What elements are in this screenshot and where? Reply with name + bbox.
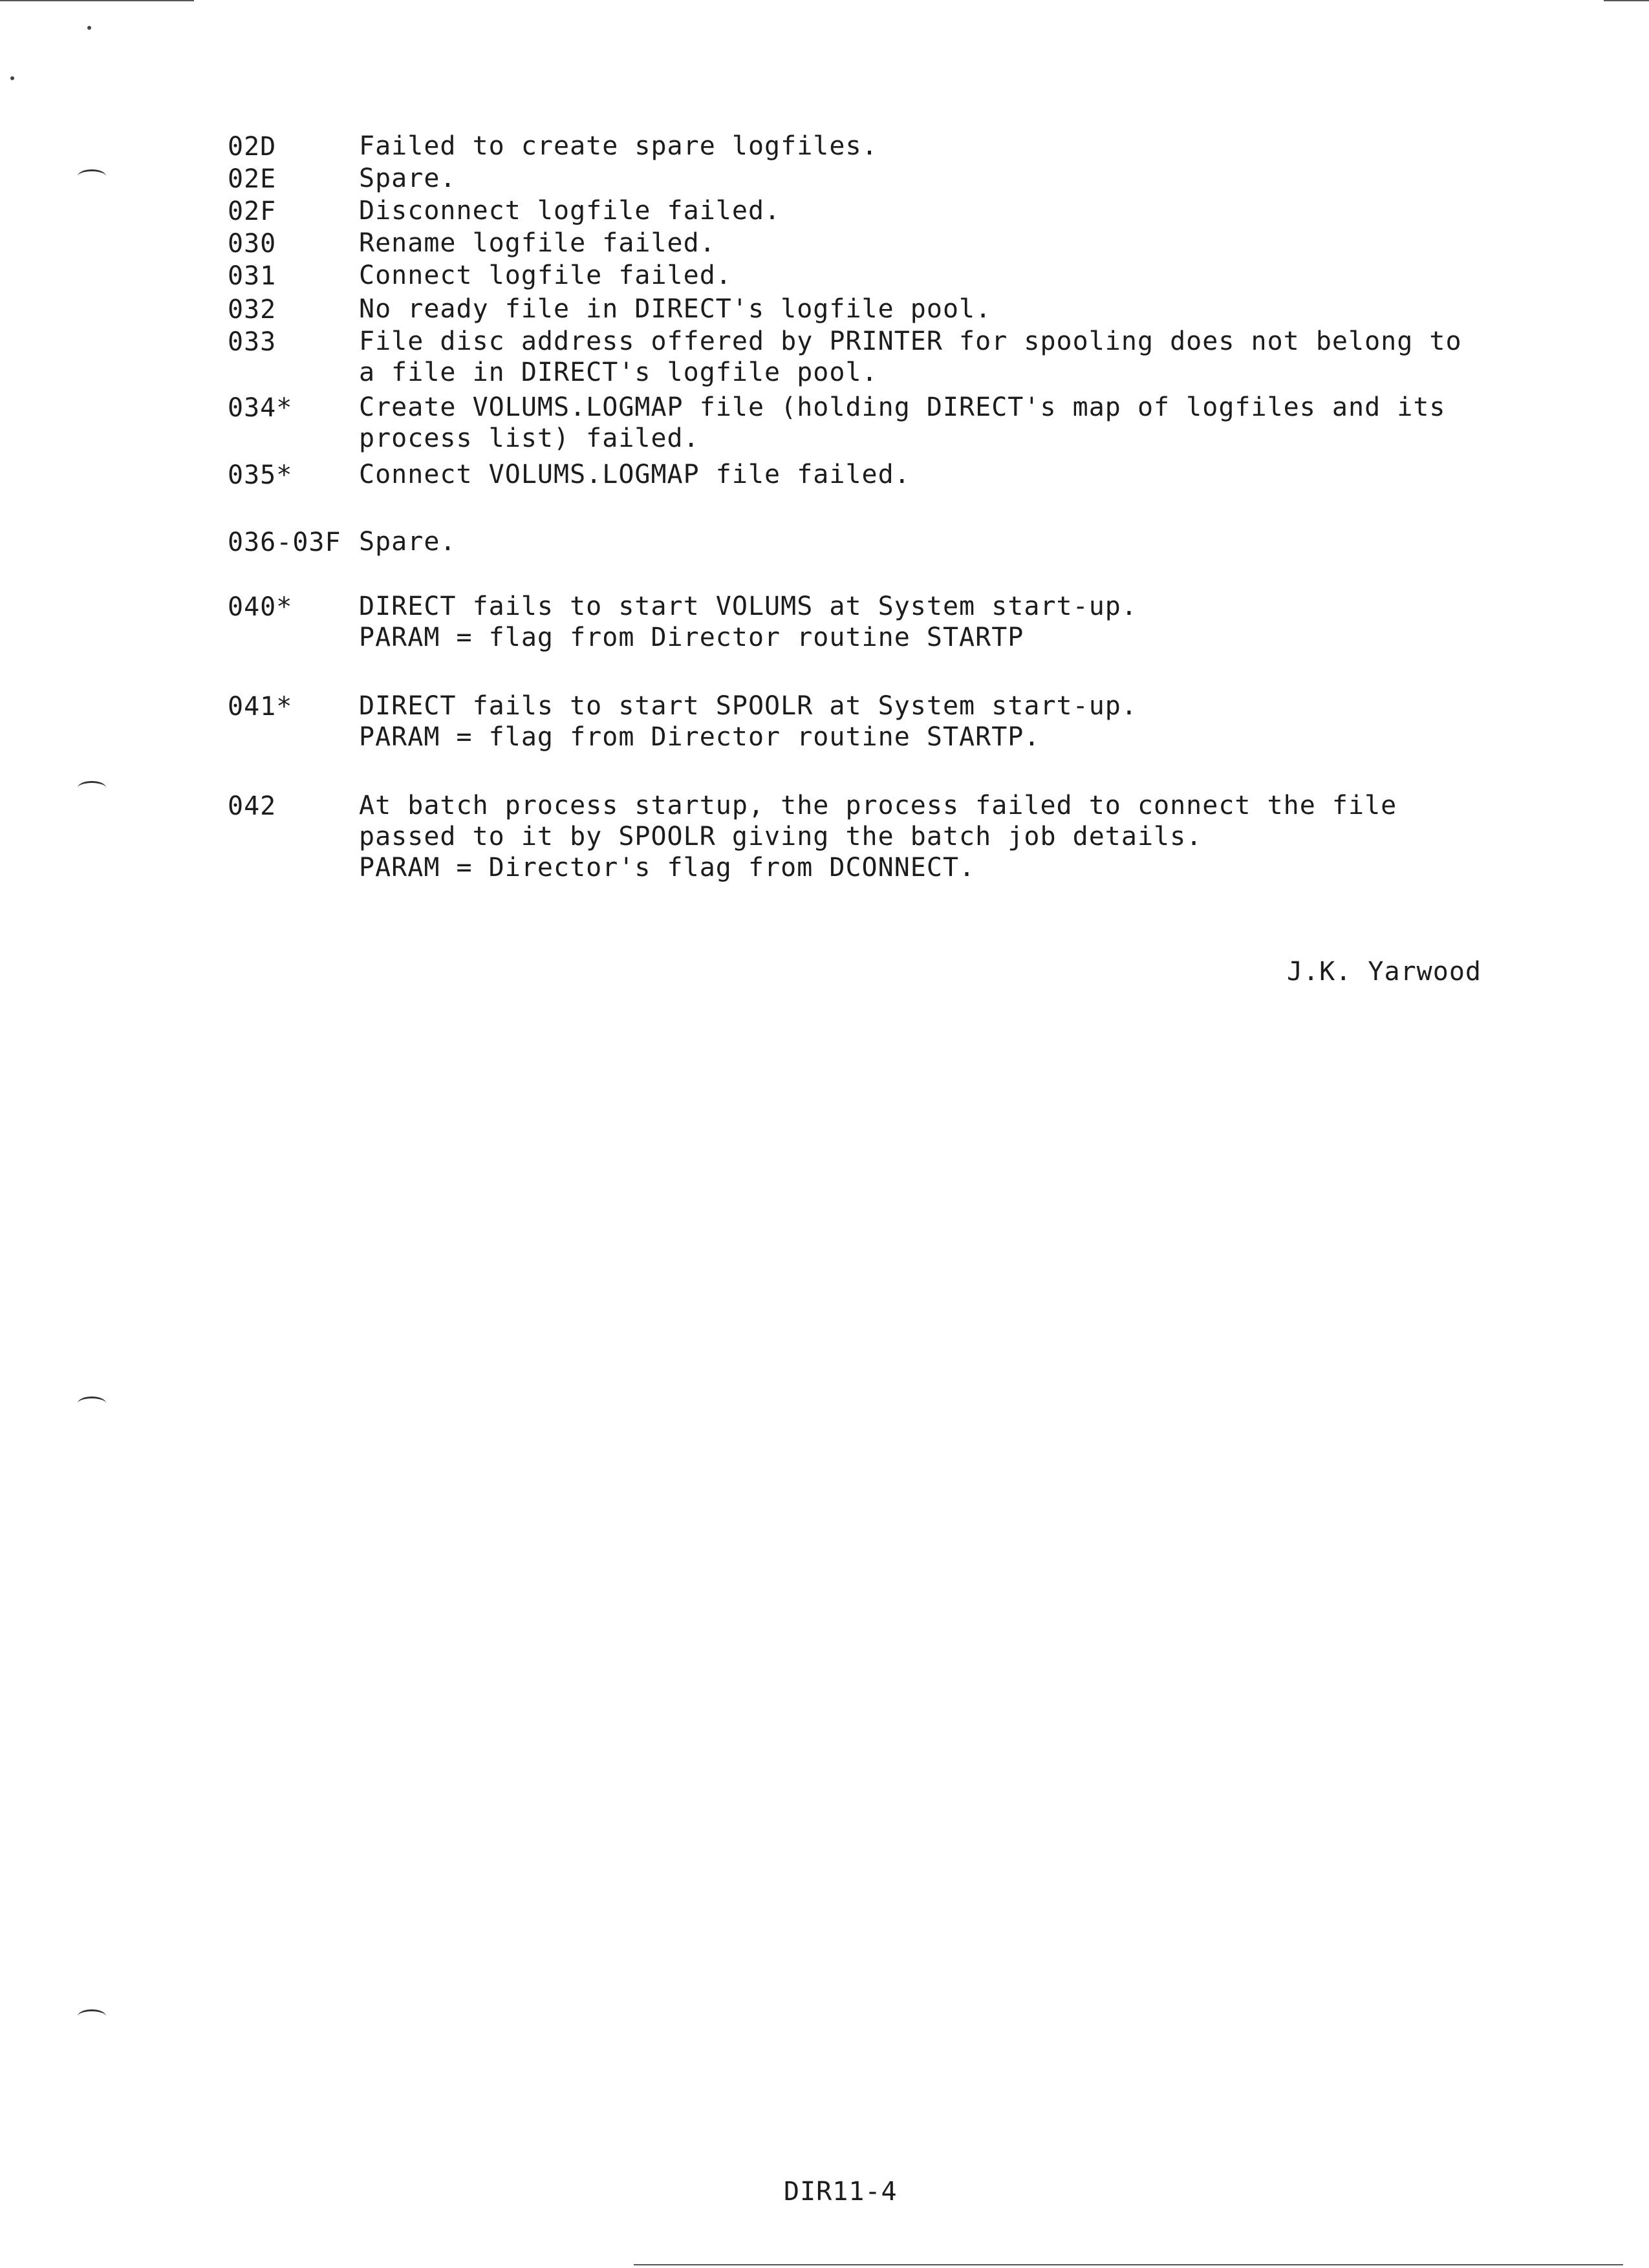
error-code: 02E: [228, 164, 277, 194]
description-line: Rename logfile failed.: [359, 228, 716, 258]
description-line: At batch process startup, the process failed to connect the file: [359, 791, 1397, 820]
description-line: File disc address offered by PRINTER for spooling does not belong to: [359, 326, 1462, 356]
page-footer-id: DIR11-4: [784, 2177, 898, 2207]
description-line: PARAM = Director's flag from DCONNECT.: [359, 853, 976, 883]
error-description: [359, 591, 1510, 653]
error-code: 034*: [228, 393, 293, 423]
error-description: [359, 690, 1510, 753]
error-code: 036-03F: [228, 528, 341, 557]
error-description: [359, 790, 1510, 883]
scan-speck: [87, 26, 91, 30]
bottom-edge-line: [634, 2264, 1623, 2265]
description-line: Connect VOLUMS.LOGMAP file failed.: [359, 460, 911, 489]
error-description: [359, 131, 1510, 162]
description-line: Spare.: [359, 527, 457, 557]
error-description: [359, 195, 1510, 226]
error-code: 041*: [228, 692, 293, 722]
description-line: process list) failed.: [359, 423, 700, 453]
description-line: Create VOLUMS.LOGMAP file (holding DIRECT's map of logfiles and its: [359, 392, 1446, 422]
description-line: PARAM = flag from Director routine STARTP: [359, 623, 1024, 652]
error-code: 040*: [228, 592, 293, 622]
description-line: Disconnect logfile failed.: [359, 196, 781, 226]
description-line: No ready file in DIRECT's logfile pool.: [359, 294, 992, 324]
error-code: 033: [228, 327, 277, 357]
error-code: 030: [228, 229, 277, 259]
description-line: DIRECT fails to start VOLUMS at System start-up.: [359, 592, 1137, 621]
error-code: 042: [228, 791, 277, 821]
error-description: [359, 260, 1510, 291]
top-right-edge-line: [1604, 0, 1649, 1]
description-line: Connect logfile failed.: [359, 261, 732, 290]
punch-hole-mark: [78, 169, 106, 183]
error-code: 02F: [228, 197, 277, 226]
scan-speck: [10, 76, 14, 80]
error-description: [359, 163, 1510, 194]
punch-hole-mark: [78, 1396, 106, 1410]
error-code: 032: [228, 295, 277, 325]
description-line: DIRECT fails to start SPOOLR at System start-up.: [359, 691, 1137, 721]
error-description: [359, 459, 1510, 490]
top-left-edge-line: [0, 0, 194, 1]
description-line: Spare.: [359, 164, 457, 193]
description-line: passed to it by SPOOLR giving the batch job details.: [359, 822, 1203, 851]
error-code: 02D: [228, 132, 277, 162]
error-code: 035*: [228, 460, 293, 490]
error-description: [359, 228, 1510, 259]
description-line: a file in DIRECT's logfile pool.: [359, 358, 878, 387]
error-description: [359, 392, 1510, 454]
author-signature: J.K. Yarwood: [1287, 957, 1482, 987]
description-line: Failed to create spare logfiles.: [359, 131, 878, 161]
punch-hole-mark: [78, 781, 106, 795]
description-line: PARAM = flag from Director routine STARTP.: [359, 722, 1040, 752]
error-code: 031: [228, 261, 277, 291]
error-description: [359, 294, 1510, 325]
punch-hole-mark: [78, 2009, 106, 2023]
error-description: [359, 326, 1510, 388]
error-description: [359, 526, 1510, 557]
